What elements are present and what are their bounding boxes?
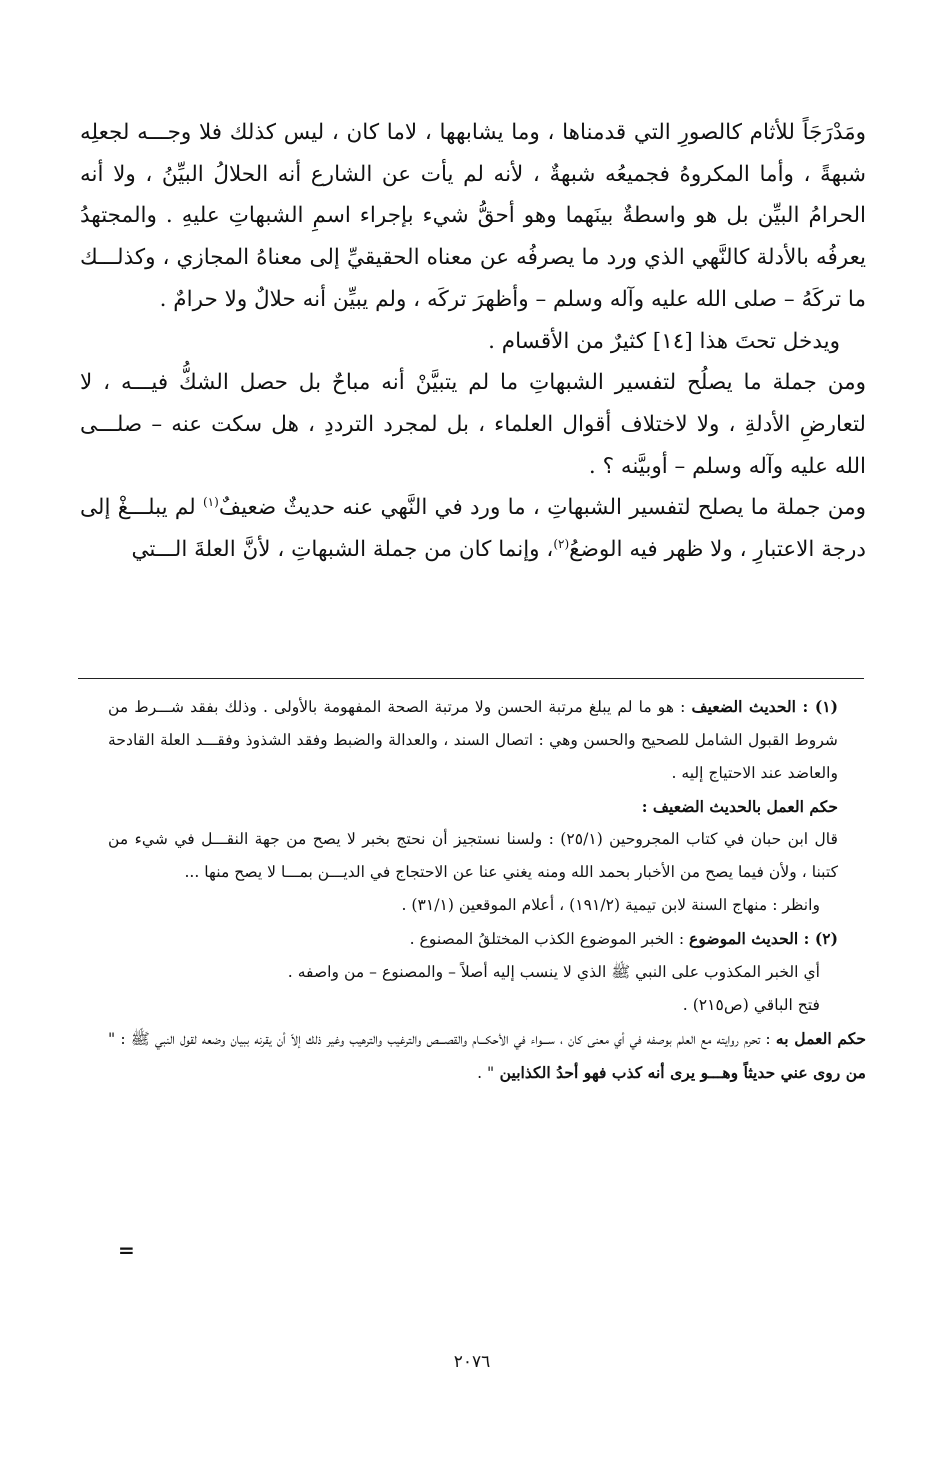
weak-hadith-ruling-heading: حكم العمل بالحديث الضعيف : [641,797,838,816]
footnote-2-text: : الخبر الموضوع الكذب المختلقُ المصنوع . [409,930,690,948]
ruling-text: : تحرم روايته مع العلم بوصفه في أي معنى كان ، ســـواء في الأحكـــام والقصـــص والترغيب والترهيب وغير ذلك إلاّ أن يقرنه ببيان وضعه لقول النبي ﷺ : " [108,1030,776,1048]
paragraph-1: ومَدْرَجَاً للأثام كالصورِ التي قدمناها ، وما يشابهها ، لاما كان ، ليس كذلك فلا وجـــه لجعلِه شبهةً ، وأما المكروهُ فجميعُه شبهةٌ ، لأنه لم يأت عن الشارع أنه الحلالُ البيِّنُ ، ولا أنه الحرامُ البيِّن بل هو واسطةٌ بينَهما وهو أحقُّ شيء بإجراء اسمِ الشبهاتِ عليهِ . والمجتهدُ يعرفُه بالأدلة كالنَّهي الذي ورد ما يصرفُه عن معناه الحقيقيِّ إلى معناهُ المجازي ، وكذلـــك ما تركَهُ – صلى الله عليه وآله وسلم – وأظهرَ تركَه ، ولم يبيِّن أنه حلالٌ ولا حرامٌ . [80,120,867,312]
main-text [80,112,866,571]
footnote-ref-2[interactable]: (٢) [553,536,570,551]
footnote-1-label: (١) : الحديث الضعيف [691,697,838,716]
paragraph-3: ومن جملة ما يصلُح لتفسير الشبهاتِ ما لم يتبيَّنْ أنه مباحٌ بل حصل الشكُّ فيـــه ، لا لتعارضِ الأدلةِ ، ولا لاختلاف أقوال العلماء ، بل لمجرد الترددِ ، هل سكت عنه – صلـــى الله عليه وآله وسلم – أوبيَّنه ؟ . [80,370,866,479]
continuation-mark: = [118,1238,135,1262]
hadith-quote: من روى عني حديثاً وهـــو يرى أنه كذب فهو أحدُ الكذابين [494,1063,866,1082]
paragraph-4-part-b: لم يبلـــغْ إلى درجة الاعتبارِ ، ولا ظهر فيه الوضعُ [80,495,866,563]
footnotes [108,690,866,1090]
ruling-label: حكم العمل به [775,1029,866,1048]
footnote-2 [108,922,838,956]
paragraph-4-part-a: ومن جملة ما يصلح لتفسير الشبهاتِ ، ما ورد في النَّهي عنه حديثٌ ضعيفٌ [218,495,866,521]
see-also-reference: وانظر : منهاج السنة لابن تيمية (١٩١/٢) ، أعلام الموقعين (٣١/١) . [401,896,820,914]
paragraph-2: ويدخل تحتَ هذا [١٤] كثيرٌ من الأقسام . [488,328,840,354]
paragraph-4-part-c: ، وإنما كان من جملة الشبهاتِ ، لأنَّ العلةَ الـــتي [131,537,554,563]
ruling-close: " . [477,1064,495,1082]
footnote-ref-1[interactable]: (١) [202,495,219,510]
footnote-2-explanation: أي الخبر المكذوب على النبي ﷺ الذي لا ينسب إليه أصلاً – والمصنوع – من واصفه . [287,963,820,981]
footnote-2-source: فتح الباقي (ص٢١٥) . [682,996,820,1014]
page-number: ٢٠٧٦ [453,1352,491,1372]
footnote-1 [108,690,838,790]
footnote-2-label: (٢) : الحديث الموضوع [689,929,838,948]
fabricated-hadith-ruling [108,1022,866,1090]
footnote-divider [78,678,864,679]
ibn-hibban-quote: قال ابن حبان في كتاب المجروحين (٢٥/١) : ولسنا نستجيز أن نحتج بخبر لا يصح من جهة النقـــل في شيء من كتبنا ، ولأن فيما يصح من الأخبار بحمد الله ومنه يغني عنا عن الاحتجاج في الديـــن بمـــا لا يصح منها ... [108,830,839,881]
footnote-1-text: : هو ما لم يبلغ مرتبة الحسن ولا مرتبة الصحة المفهومة بالأولى . وذلك بفقد شـــرط من شروط القبول الشامل للصحيح والحسن وهي : اتصال السند ، والعدالة والضبط وفقد الشذوذ وفقـــد العلة القادحة والعاضد عند الاحتياج إليه . [108,698,838,782]
paragraph-4 [80,487,866,570]
